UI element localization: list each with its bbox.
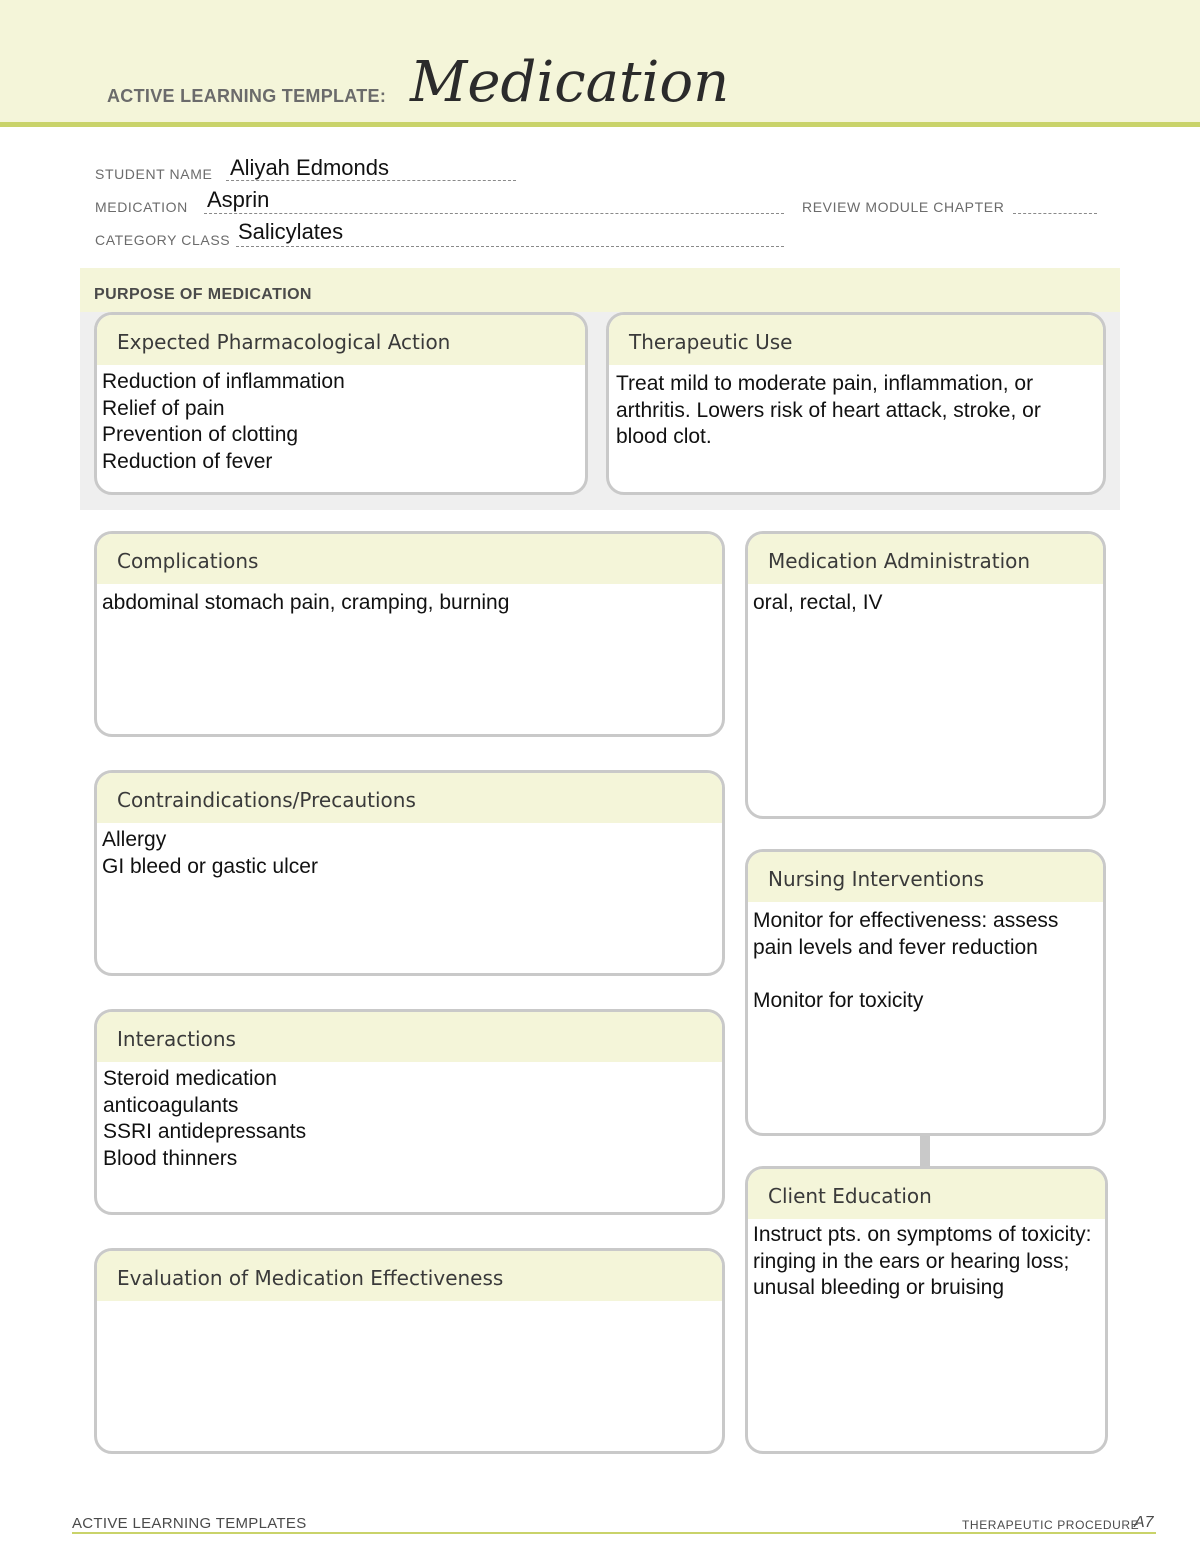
footer-right: THERAPEUTIC PROCEDURE xyxy=(962,1518,1140,1532)
therapeutic-use-text[interactable]: Treat mild to moderate pain, inflammation, or arthritis. Lowers risk of heart attack, stroke, or blood clot. xyxy=(616,372,1041,448)
client-education-title: Client Education xyxy=(748,1169,1105,1219)
therapeutic-use-card xyxy=(606,312,1106,495)
category-class-label: CATEGORY CLASS xyxy=(95,232,231,248)
interactions-card xyxy=(94,1009,725,1215)
footer-left: ACTIVE LEARNING TEMPLATES xyxy=(72,1515,307,1532)
footer-page-number: A7 xyxy=(1134,1514,1154,1531)
medication-administration-card xyxy=(745,531,1106,819)
medication-administration-text[interactable]: oral, rectal, IV xyxy=(753,591,883,614)
header-rule xyxy=(0,122,1200,127)
contraindications-card xyxy=(94,770,725,976)
complications-text[interactable]: abdominal stomach pain, cramping, burning xyxy=(102,591,510,614)
review-module-label: REVIEW MODULE CHAPTER xyxy=(802,199,1005,215)
evaluation-card xyxy=(94,1248,725,1454)
template-label: ACTIVE LEARNING TEMPLATE: xyxy=(107,86,387,106)
contraindications-title: Contraindications/Precautions xyxy=(97,773,722,823)
evaluation-title: Evaluation of Medication Effectiveness xyxy=(97,1251,722,1301)
expected-action-title: Expected Pharmacological Action xyxy=(97,315,585,365)
page-title: Medication xyxy=(410,50,730,115)
footer-rule xyxy=(72,1532,1156,1534)
connector-bar xyxy=(920,1135,930,1166)
expected-action-text[interactable]: Reduction of inflammation Relief of pain Prevention of clotting Reduction of fever xyxy=(102,370,345,473)
nursing-interventions-title: Nursing Interventions xyxy=(748,852,1103,902)
client-education-card xyxy=(745,1166,1108,1454)
complications-title: Complications xyxy=(97,534,722,584)
medication-field[interactable]: Asprin xyxy=(207,187,270,212)
complications-card xyxy=(94,531,725,737)
category-class-line xyxy=(236,246,784,247)
interactions-title: Interactions xyxy=(97,1012,722,1062)
medication-label: MEDICATION xyxy=(95,199,188,215)
contraindications-text[interactable]: Allergy GI bleed or gastic ulcer xyxy=(102,828,318,878)
client-education-text[interactable]: Instruct pts. on symptoms of toxicity: ringing in the ears or hearing loss; unusal bleeding or bruising xyxy=(753,1223,1092,1299)
purpose-label: PURPOSE OF MEDICATION xyxy=(94,286,312,303)
medication-line xyxy=(204,213,784,214)
student-name-label: STUDENT NAME xyxy=(95,166,213,182)
student-name-field[interactable]: Aliyah Edmonds xyxy=(230,155,389,180)
expected-action-card xyxy=(94,312,588,495)
nursing-interventions-card xyxy=(745,849,1106,1136)
medication-administration-title: Medication Administration xyxy=(748,534,1103,584)
therapeutic-use-title: Therapeutic Use xyxy=(609,315,1103,365)
evaluation-text[interactable] xyxy=(97,1301,722,1305)
category-class-field[interactable]: Salicylates xyxy=(238,219,344,244)
nursing-interventions-text[interactable]: Monitor for effectiveness: assess pain levels and fever reduction Monitor for toxicity xyxy=(753,909,1059,1012)
interactions-text[interactable]: Steroid medication anticoagulants SSRI antidepressants Blood thinners xyxy=(103,1067,307,1170)
review-module-field[interactable] xyxy=(1013,213,1097,214)
